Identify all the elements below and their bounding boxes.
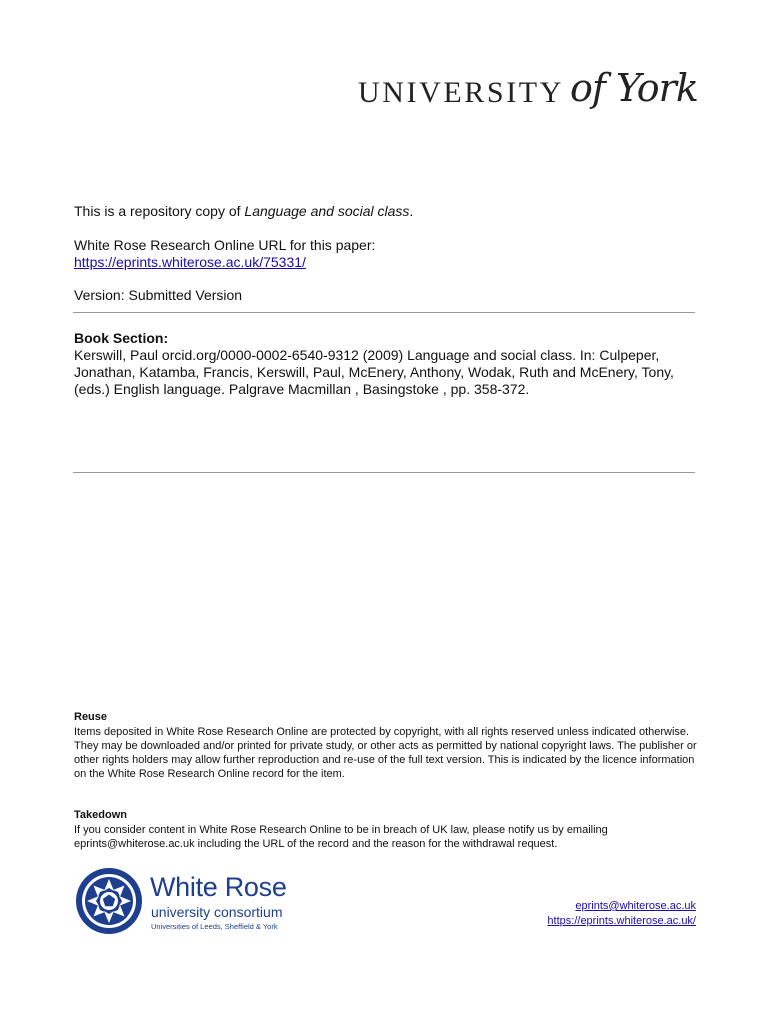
repository-copy-line <box>74 203 413 219</box>
white-rose-universities: Universities of Leeds, Sheffield & York <box>151 922 278 931</box>
takedown-text: If you consider content in White Rose Research Online to be in breach of UK law, please notify us by emailing eprints@whiterose.ac.uk including the URL of the record and the reason for the withdrawal request. <box>74 824 608 850</box>
email-link[interactable]: eprints@whiterose.ac.uk <box>575 900 696 912</box>
reuse-text: Items deposited in White Rose Research Online are protected by copyright, with all rights reserved unless indicated otherwise. They may be downloaded and/or printed for private study, or other acts as permitted by national copyright laws. The publisher or other rights holders may allow further reproduction and re-use of the full text version. This is indicated by the licence information on the White Rose Research Online record for the item. <box>74 726 697 780</box>
university-of-york-logo <box>358 66 698 122</box>
version-text: Version: Submitted Version <box>74 287 243 303</box>
book-section-heading: Book Section: <box>74 330 169 346</box>
reuse-heading: Reuse <box>74 711 108 723</box>
citation-text: Kerswill, Paul orcid.org/0000-0002-6540-9312 (2009) Language and social class. In: Culpeper, Jonathan, Katamba, Francis, Kerswill, Paul, McEnery, Anthony, Wodak, Ruth and McEnery, Tony, (eds.) English language. Palgrave Macmillan , Basingstoke , pp. 358-372. <box>74 347 674 398</box>
logo-script-text: of York <box>570 66 698 110</box>
white-rose-subtitle: university consortium <box>151 904 283 920</box>
site-link[interactable]: https://eprints.whiterose.ac.uk/ <box>547 915 696 927</box>
intro-prefix: This is a repository copy of <box>74 203 245 219</box>
white-rose-emblem-icon <box>74 866 144 936</box>
takedown-heading: Takedown <box>74 809 127 821</box>
url-label: White Rose Research Online URL for this paper: <box>74 237 376 253</box>
logo-caps-text: UNIVERSITY <box>358 76 564 109</box>
divider-bottom <box>73 472 695 473</box>
paper-title: Language and social class <box>244 203 410 219</box>
white-rose-logo <box>74 866 304 936</box>
intro-suffix: . <box>409 203 414 219</box>
footer-links <box>547 899 696 929</box>
divider-top <box>73 312 695 313</box>
paper-url-link[interactable]: https://eprints.whiterose.ac.uk/75331/ <box>74 254 306 270</box>
white-rose-name: White Rose <box>150 872 287 902</box>
